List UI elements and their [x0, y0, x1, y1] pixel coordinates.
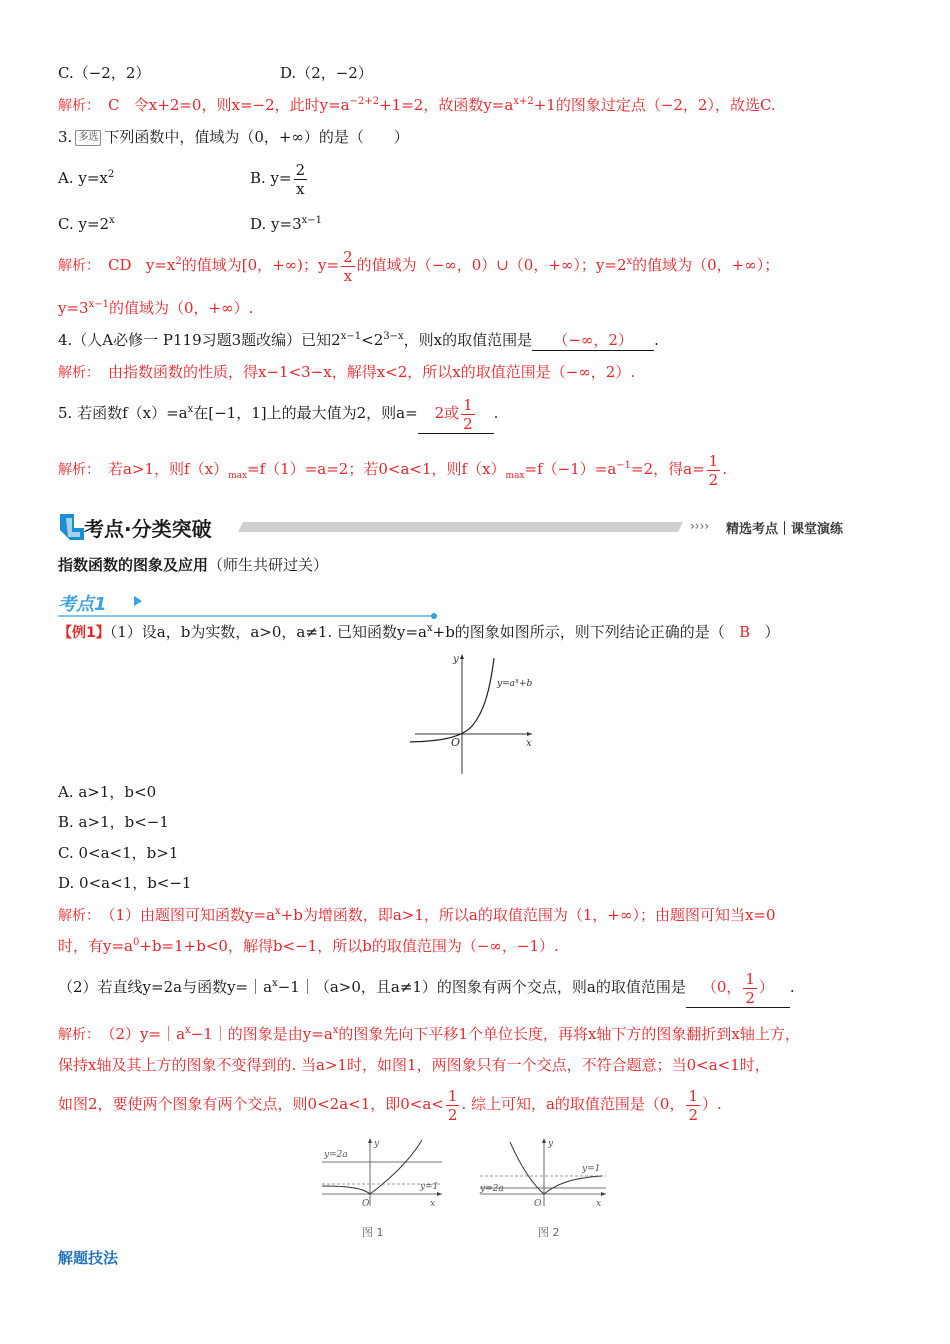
method-heading: 解题技法 — [58, 1249, 119, 1267]
banner-title: 考点·分类突破 — [84, 517, 212, 541]
section-title — [58, 554, 328, 575]
q3-stem — [58, 127, 409, 147]
curve-label-text: y=a — [497, 679, 515, 689]
text: （2）y=｜a — [108, 1025, 186, 1043]
text: =f（1）=a=2；若0<a<1，则f（x） — [247, 460, 506, 478]
text: 5. 若函数f（x）=a — [58, 404, 188, 422]
sol1-line1 — [58, 905, 776, 926]
figure-caption: 图 1 — [362, 1226, 384, 1239]
kaodian-underline — [58, 590, 438, 620]
option-c: C. 0<a<1，b>1 — [58, 844, 179, 862]
solution-label: 解析： — [58, 258, 100, 274]
fraction — [446, 1087, 460, 1124]
answer: CD — [108, 256, 132, 274]
exponential-curve — [410, 658, 494, 742]
exponent: x−1 — [88, 299, 109, 310]
curve-label-tail: +b — [518, 679, 533, 689]
exponent: x — [187, 404, 194, 415]
denominator: 2 — [447, 1105, 458, 1124]
exponent: 3−x — [383, 331, 404, 342]
exponent: x — [185, 1025, 191, 1036]
text: <2 — [361, 331, 384, 349]
text: 如图2，要使两个图象有两个交点，则0<2a<1，即0<a< — [58, 1095, 444, 1113]
answer-blank — [418, 393, 494, 434]
text: =f（−1）=a — [524, 460, 617, 478]
text: （1）由题图可知函数y=a — [108, 906, 276, 924]
exponent: 2 — [175, 256, 182, 267]
example1-stem — [58, 622, 779, 643]
fraction — [461, 396, 475, 433]
section-banner — [58, 510, 890, 544]
text: y=3 — [58, 299, 89, 317]
numerator: 1 — [463, 395, 473, 414]
exponent: x+2 — [513, 96, 534, 107]
text: . 综上可知，a的取值范围是（0， — [461, 1095, 685, 1113]
option-d: D.（2，−2） — [279, 64, 373, 82]
solution-label: 解析： — [58, 908, 100, 924]
sol2-line1 — [58, 1024, 800, 1045]
text: ，则x的取值范围是 — [403, 331, 533, 349]
question-text: 下列函数中，值域为（0，+∞）的是（ ） — [104, 128, 409, 146]
denominator: 2 — [688, 1105, 699, 1124]
denominator: 2 — [745, 988, 755, 1007]
option-d: D. y=3 — [250, 215, 302, 233]
text: y=x — [145, 256, 176, 274]
option-c: C.（−2，2） — [58, 64, 151, 82]
exponent: x — [626, 256, 633, 267]
text: . — [493, 404, 499, 422]
exponent: x — [275, 906, 281, 917]
option-b: B. y= — [250, 169, 292, 187]
numerator: 1 — [447, 1086, 458, 1105]
text: （1）设a，b为实数，a>0，a≠1. 已知函数y=a — [109, 623, 427, 641]
q2-solution — [58, 95, 776, 116]
exponent: 0 — [133, 937, 140, 948]
figure-1 — [318, 1136, 448, 1246]
banner-subtitle: 精选考点｜课堂演练 — [726, 522, 844, 537]
answer: （0， — [701, 978, 742, 996]
text: +b为增函数，即a>1，所以a的取值范围为（1，+∞）；由题图可知当x=0 — [280, 906, 776, 924]
section-heading: 指数函数的图象及应用 — [58, 556, 209, 574]
sol2-line3 — [58, 1084, 722, 1124]
abs-curve — [322, 1140, 422, 1194]
subscript: max — [505, 471, 525, 481]
text: （2）若直线y=2a与函数y=｜a — [58, 978, 273, 996]
text: +b=1+b<0，解得b<−1，所以b的取值范围为（−∞，−1）. — [139, 937, 559, 955]
q3-options-cd — [58, 214, 322, 234]
text: . — [654, 331, 659, 349]
label-y-1: y=1 — [582, 1164, 601, 1174]
answer-blank — [686, 967, 790, 1008]
numerator: 2 — [343, 247, 353, 266]
option-a: A. y=x — [58, 169, 108, 187]
x-label: x — [596, 1199, 602, 1209]
text: 的值域为（0，+∞）； — [632, 256, 780, 274]
label-y-2a: y=2a — [480, 1184, 504, 1194]
exponent: x — [332, 1025, 339, 1036]
subscript: max — [228, 471, 248, 481]
exponent: 2 — [107, 169, 115, 180]
text: . — [789, 978, 795, 996]
text: =2，得a= — [631, 460, 705, 478]
question-number: 3. — [58, 128, 73, 146]
exponent: x — [272, 978, 278, 989]
text: 若a>1，则f（x） — [108, 460, 229, 478]
y-label: y — [374, 1139, 380, 1149]
figure-caption: 图 2 — [538, 1226, 560, 1239]
answer: B — [739, 623, 751, 641]
text: 的值域为（−∞，0）∪（0，+∞）；y=2 — [356, 256, 627, 274]
exponent: x — [426, 623, 433, 634]
option-c: C. y=2 — [58, 215, 110, 233]
answer: 2或 — [434, 404, 460, 422]
sol2-line2: 保持x轴及其上方的图象不变得到的. 当a>1时，如图1，两图象只有一个交点，不符合题意；当0<a<1时， — [58, 1056, 770, 1074]
exponent: x−1 — [340, 331, 362, 342]
denominator: 2 — [463, 414, 473, 433]
option-d: D. 0<a<1，b<−1 — [58, 874, 192, 892]
text: 的值域为[0，+∞)；y= — [181, 256, 340, 274]
figure-2 — [476, 1136, 616, 1246]
chevron-icon: ›››› — [690, 519, 710, 533]
text: −1｜（a>0，且a≠1）的图象有两个交点，则a的取值范围是 — [277, 978, 686, 996]
answer: ） — [758, 978, 774, 996]
example-label: 【例1】 — [58, 625, 110, 641]
q2-options — [58, 63, 373, 83]
sol1-line2 — [58, 936, 559, 956]
y-label: y — [453, 654, 459, 665]
q4-stem — [58, 330, 659, 351]
text: 4.（人A必修一 P119习题3题改编）已知2 — [58, 331, 341, 349]
origin-label: O — [534, 1199, 542, 1209]
q3-solution-line2 — [58, 298, 253, 318]
q5-solution — [58, 449, 727, 490]
numerator: 1 — [688, 1086, 699, 1105]
text: −1｜的图象是由y=a — [190, 1025, 333, 1043]
text: +1的图象过定点（−2，2），故选C. — [533, 96, 776, 114]
solution-label: 解析： — [58, 1027, 100, 1043]
exponent: x — [109, 215, 115, 226]
text: 的图象先向下平移1个单位长度，再将x轴下方的图象翻折到x轴上方， — [338, 1025, 800, 1043]
option-a: A. a>1，b<0 — [58, 783, 157, 801]
kaodian-header — [58, 590, 438, 620]
text: 时，有y=a — [58, 937, 133, 955]
solution-label: 解析： — [58, 365, 100, 381]
solution-label: 解析： — [58, 462, 100, 478]
label-y-1: y=1 — [420, 1182, 439, 1192]
exponent: x−1 — [301, 215, 323, 226]
text: . — [722, 460, 727, 478]
origin-label: O — [362, 1199, 370, 1209]
fraction — [707, 452, 721, 489]
label-y-2a: y=2a — [324, 1150, 348, 1160]
q4-solution — [58, 362, 635, 383]
kaodian-label: 考点1 — [58, 594, 107, 615]
denominator: x — [296, 179, 305, 198]
exponent: −2+2 — [349, 96, 380, 107]
fraction — [341, 248, 355, 285]
q3-solution-line1 — [58, 245, 779, 286]
section-note: （师生共研过关） — [208, 556, 329, 574]
numerator: 1 — [745, 969, 755, 988]
fraction — [686, 1087, 700, 1124]
q3-options-ab — [58, 158, 309, 198]
origin-label: O — [451, 736, 461, 749]
numerator: 1 — [708, 451, 719, 470]
option-b: B. a>1，b<−1 — [58, 813, 169, 831]
text: +b的图象如图所示，则下列结论正确的是（ — [432, 623, 725, 641]
part2-stem — [58, 967, 795, 1008]
text: 令x+2=0，则x=−2，此时y=a — [133, 96, 350, 114]
curve-label-exp: x — [515, 677, 519, 685]
text: 在[−1，1]上的最大值为2，则a= — [193, 404, 418, 422]
curve-label — [496, 677, 532, 689]
text: ） — [764, 623, 780, 641]
exponent: −1 — [616, 460, 632, 471]
text: 的值域为（0，+∞）. — [108, 299, 254, 317]
answer-blank: （−∞，2） — [532, 330, 654, 351]
text: +1=2，故函数y=a — [379, 96, 514, 114]
example1-graph — [410, 650, 540, 780]
x-label: x — [526, 738, 532, 749]
text: 由指数函数的性质，得x−1<3−x，解得x<2，所以x的取值范围是（−∞，2）. — [108, 363, 636, 381]
y-label: y — [548, 1139, 554, 1149]
fraction — [743, 970, 757, 1007]
denominator: x — [343, 266, 353, 285]
answer: C — [108, 96, 120, 114]
denominator: 2 — [708, 470, 719, 489]
q5-stem — [58, 393, 498, 434]
multi-choice-tag: 多选 — [75, 130, 101, 146]
text: ）. — [702, 1095, 722, 1113]
numerator: 2 — [295, 160, 306, 179]
solution-label: 解析： — [58, 98, 100, 114]
x-label: x — [430, 1199, 436, 1209]
fraction — [294, 161, 308, 198]
